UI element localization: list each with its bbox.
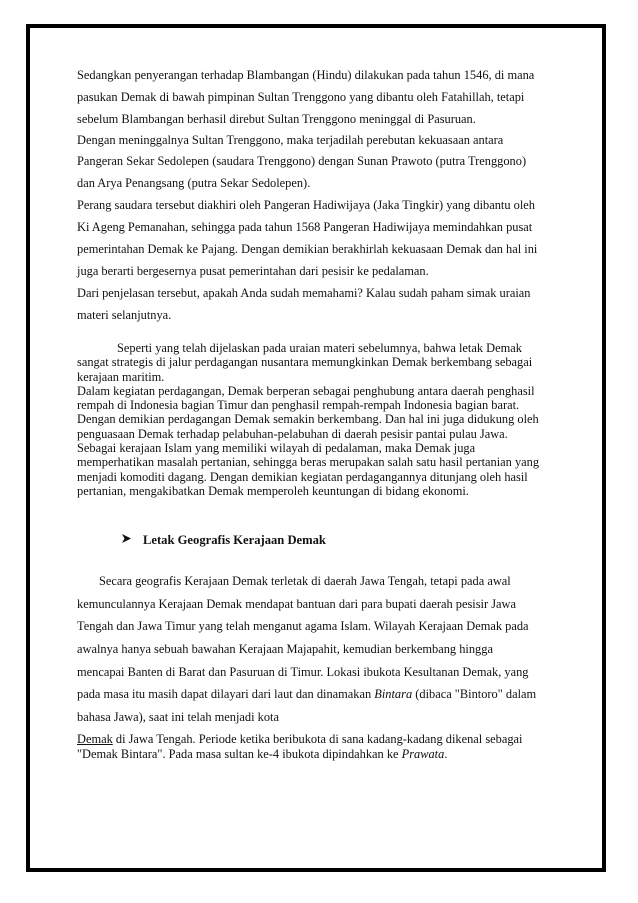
text-line: Seperti yang telah dijelaskan pada uraian materi sebelumnya, bahwa letak Demak xyxy=(117,341,522,355)
text-line: Secara geografis Kerajaan Demak terletak di daerah Jawa Tengah, tetapi pada awal xyxy=(99,574,511,589)
text-line: memperhatikan masalah pertanian, sehingga beras merupakan salah satu hasil pertanian yang xyxy=(77,455,540,470)
demak-link[interactable]: Demak xyxy=(77,732,113,747)
text-line: sebelum Blambangan berhasil direbut Sultan Trenggono meninggal di Pasuruan. xyxy=(77,112,476,126)
text-line: Dengan demikian perdagangan Demak semakin berkembang. Dan hal ini juga didukung oleh xyxy=(77,412,539,427)
text-line: pemerintahan Demak ke Pajang. Dengan demikian berakhirlah kekuasaan Demak dan hal ini xyxy=(77,242,538,256)
section-heading xyxy=(121,533,567,548)
text-line: pertanian, mengakibatkan Demak memperoleh keuntungan di bidang ekonomi. xyxy=(77,483,469,498)
text-line: rempah di Indonesia bagian Timur dan penghasil rempah-rempah Indonesia bagian barat. xyxy=(77,398,520,413)
text-line: juga berarti bergesernya pusat pemerintahan dari pesisir ke pedalaman. xyxy=(77,264,429,278)
text-line: Pangeran Sekar Sedolepen (saudara Trenggono) dengan Sunan Prawoto (putra Trenggono) xyxy=(77,154,527,168)
text-line xyxy=(77,732,567,747)
text-line: Tengah dan Jawa Timur yang telah menganut agama Islam. Wilayah Kerajaan Demak pada xyxy=(77,619,529,634)
paragraph-history xyxy=(77,64,567,326)
text-line xyxy=(77,683,567,706)
text-line: dan Arya Penangsang (putra Sekar Sedolepen). xyxy=(77,176,311,190)
text-segment: pada masa itu masih dapat dilayari dari laut dan dinamakan xyxy=(77,687,375,702)
text-line: kemunculannya Kerajaan Demak mendapat bantuan dari para bupati daerah pesisir Jawa xyxy=(77,596,516,611)
text-line: pasukan Demak di bawah pimpinan Sultan Trenggono yang dibantu oleh Fatahillah, tetapi xyxy=(77,90,525,104)
text-line: menjadi komoditi dagang. Dengan demikian kegiatan perdagangannya ditunjang oleh hasil xyxy=(77,469,528,484)
text-line: Perang saudara tersebut diakhiri oleh Pangeran Hadiwijaya (Jaka Tingkir) yang dibantu oleh xyxy=(77,198,535,212)
text-segment: "Demak Bintara". Pada masa sultan ke-4 ibukota dipindahkan ke xyxy=(77,747,402,762)
italic-term: Bintara xyxy=(374,687,413,702)
text-line: Dalam kegiatan perdagangan, Demak berperan sebagai penghubung antara daerah penghasil xyxy=(77,383,535,398)
heading-text: Letak Geografis Kerajaan Demak xyxy=(143,533,326,548)
italic-term: Prawata xyxy=(401,747,445,762)
text-line: mencapai Banten di Barat dan Pasuruan di Timur. Lokasi ibukota Kesultanan Demak, yang xyxy=(77,664,529,679)
document-body xyxy=(77,64,567,762)
text-line: Sedangkan penyerangan terhadap Blambangan (Hindu) dilakukan pada tahun 1546, di mana xyxy=(77,68,535,82)
text-segment: di Jawa Tengah. Periode ketika beribukota di sana kadang-kadang dikenal sebagai xyxy=(112,732,523,747)
text-line: Ki Ageng Pemanahan, sehingga pada tahun 1568 Pangeran Hadiwijaya memindahkan pusat xyxy=(77,220,533,234)
text-line: penguasaan Demak terhadap pelabuhan-pelabuhan di daerah pesisir pantai pulau Jawa. xyxy=(77,426,508,441)
text-line: sangat strategis di jalur perdagangan nusantara memungkinkan Demak berkembang sebagai xyxy=(77,355,533,370)
arrow-bullet-icon xyxy=(121,533,133,548)
text-line: bahasa Jawa), saat ini telah menjadi kota xyxy=(77,709,279,724)
paragraph-trade xyxy=(77,341,567,498)
paragraph-geography xyxy=(77,570,567,728)
text-line: Sebagai kerajaan Islam yang memiliki wilayah di pedalaman, maka Demak juga xyxy=(77,441,476,456)
paragraph-capital xyxy=(77,732,567,762)
text-segment: . xyxy=(444,747,448,762)
text-line: Dari penjelasan tersebut, apakah Anda sudah memahami? Kalau sudah paham simak uraian xyxy=(77,286,531,300)
text-line: awalnya hanya sebuah bawahan Kerajaan Majapahit, kemudian berkembang hingga xyxy=(77,642,493,657)
text-segment: (dibaca "Bintoro" dalam xyxy=(412,687,537,702)
text-line: materi selanjutnya. xyxy=(77,308,172,322)
text-line xyxy=(77,747,567,762)
text-line: kerajaan maritim. xyxy=(77,369,165,384)
text-line: Dengan meninggalnya Sultan Trenggono, maka terjadilah perebutan kekuasaan antara xyxy=(77,133,504,147)
